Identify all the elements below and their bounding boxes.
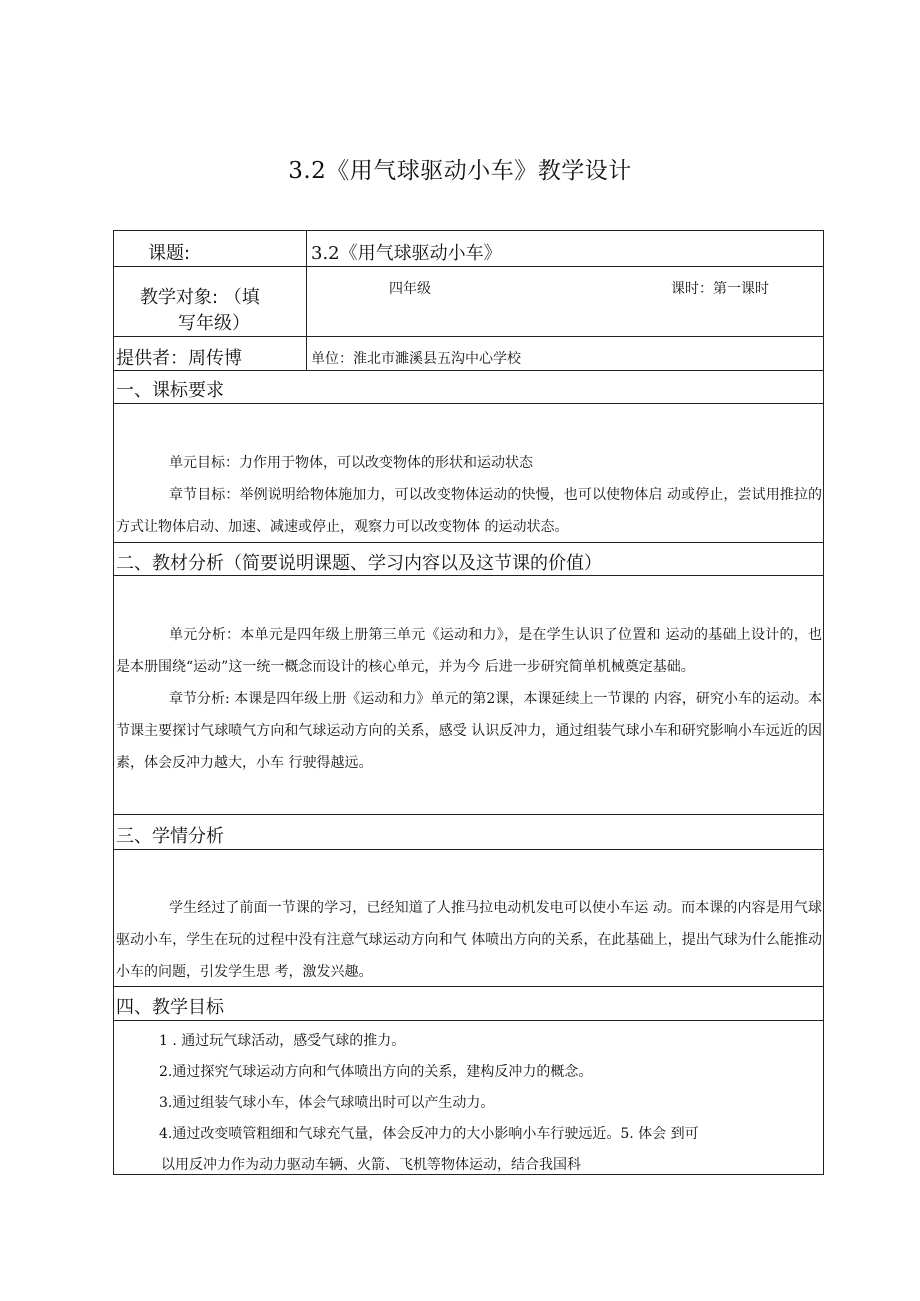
row-divider: [114, 403, 823, 404]
row-divider: [114, 814, 823, 815]
provider: 提供者：周传博: [116, 348, 242, 369]
row-divider: [114, 336, 823, 337]
topic-label: 课题:: [148, 243, 191, 264]
column-divider: [306, 231, 307, 370]
section-heading-students: 三、学情分析: [116, 826, 224, 847]
paragraph: 单元分析：本单元是四年级上册第三单元《运动和力》，是在学生认识了位置和 运动的基础上设计的，也是本册围绕“运动”这一统一概念而设计的核心单元，并为今 后进一步研究简单机械奠定基础。: [116, 627, 822, 675]
audience-value: 四年级: [389, 281, 431, 297]
row-divider: [114, 266, 823, 267]
list-item: 4.通过改变喷管粗细和气球充气量，体会反冲力的大小影响小车行驶远近。5. 体会 到可: [159, 1126, 699, 1142]
row-divider: [114, 370, 823, 371]
row-divider: [114, 1020, 823, 1021]
audience-label-cont: 写年级）: [178, 313, 250, 334]
school-unit: 单位：淮北市濉溪县五沟中心学校: [311, 351, 521, 367]
list-item: 以用反冲力作为动力驱动车辆、火箭、飞机等物体运动，结合我国科: [161, 1157, 581, 1173]
page-title: 3.2《用气球驱动小车》教学设计: [288, 158, 632, 184]
list-item: 1 . 通过玩气球活动，感受气球的推力。: [159, 1033, 406, 1049]
students-content: [116, 892, 822, 988]
textbook-content: [116, 619, 822, 779]
objectives-list: [116, 1026, 822, 1181]
list-item: 2.通过探究气球运动方向和气体喷出方向的关系，建构反冲力的概念。: [159, 1064, 593, 1080]
topic-value: 3.2《用气球驱动小车》: [311, 243, 502, 264]
audience-label: 教学对象: （填: [140, 287, 260, 308]
paragraph: 章节目标：举例说明给物体施加力，可以改变物体运动的快慢，也可以使物体启 动或停止，尝试用推拉的方式让物体启动、加速、减速或停止，观察力可以改变物体 的运动状态。: [116, 487, 822, 535]
paragraph: 章节分析: 本课是四年级上册《运动和力》单元的第2课，本课延续上一节课的 内容，研究小车的运动。本节课主要探讨气球喷气方向和气球运动方向的关系，感受 认识反冲力，通过组装气球小车和研究影响小车远近的因素，体会反冲力越大，小车 行驶得越远。: [116, 691, 822, 771]
section-heading-textbook: 二、教材分析（简要说明课题、学习内容以及这节课的价值）: [116, 553, 602, 574]
paragraph: 学生经过了前面一节课的学习，已经知道了人推马拉电动机发电可以使小车运 动。而本课的内容是用气球驱动小车，学生在玩的过程中没有注意气球运动方向和气 体喷出方向的关系，在此基础上，提出气球为什么能推动小车的问题，引发学生思 考，激发兴趣。: [116, 900, 822, 980]
list-item: 3.通过组装气球小车，体会气球喷出时可以产生动力。: [159, 1095, 495, 1111]
section-heading-objectives: 四、教学目标: [116, 997, 224, 1018]
class-period: 课时：第一课时: [671, 281, 769, 297]
lesson-plan-table: [113, 230, 824, 1175]
paragraph: 单元目标：力作用于物体，可以改变物体的形状和运动状态: [169, 455, 533, 471]
standards-content: [116, 447, 822, 543]
row-divider: [114, 575, 823, 576]
row-divider: [114, 849, 823, 850]
section-heading-standards: 一、课标要求: [116, 380, 224, 401]
